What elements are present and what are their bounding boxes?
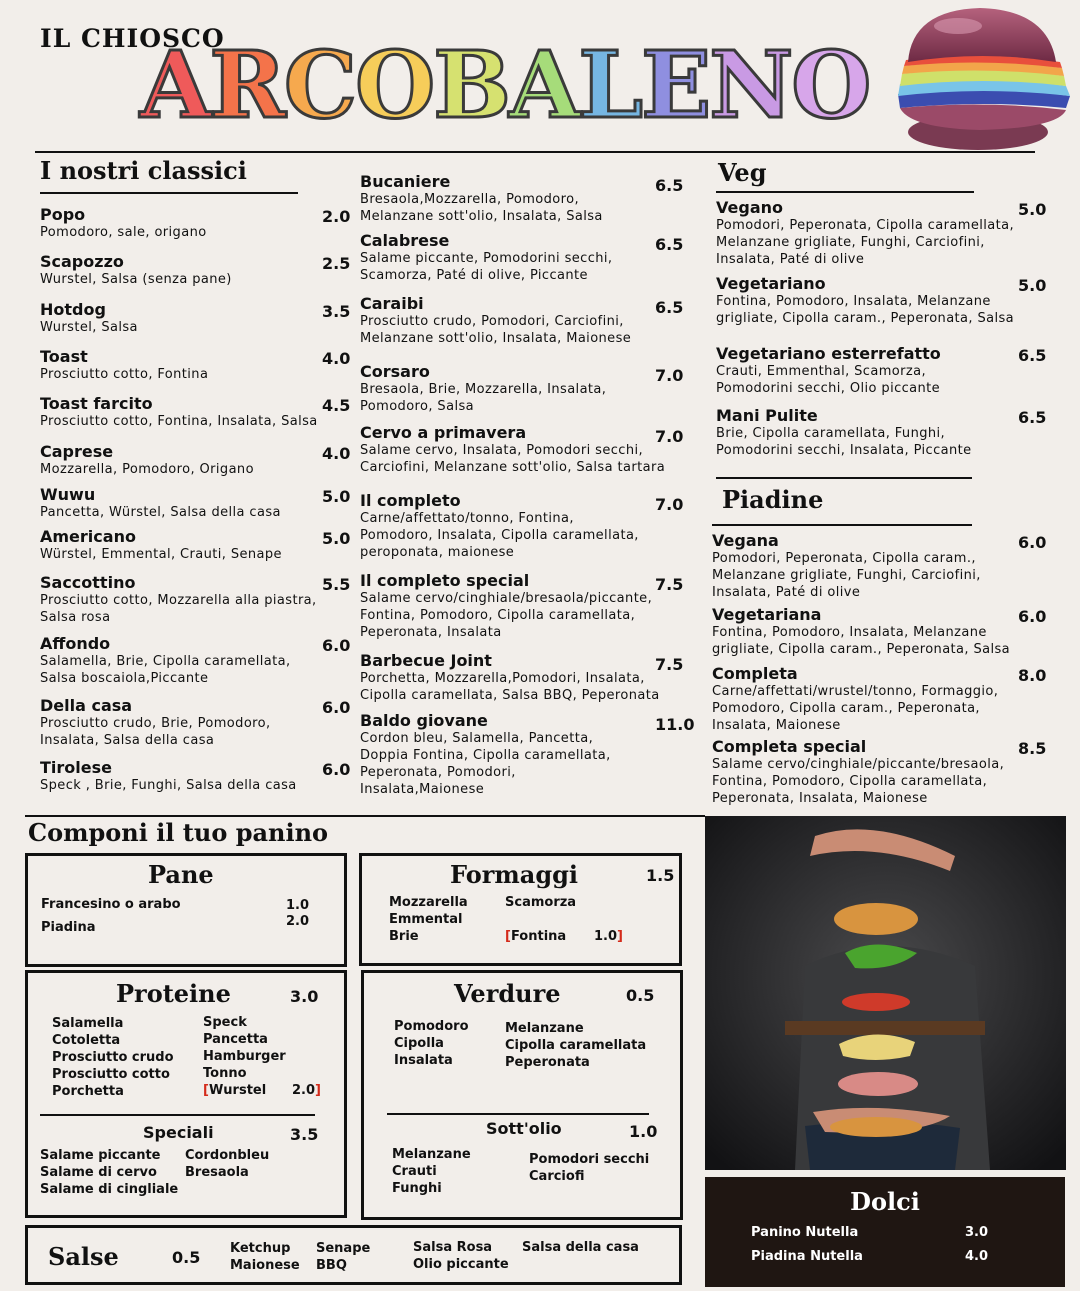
title-letter: E (641, 31, 710, 139)
salse-title: Salse (48, 1242, 119, 1271)
title-letter: A (509, 31, 579, 139)
menu-item-price: 2.5 (322, 254, 351, 273)
formaggi-extra: [Fontina (505, 929, 567, 944)
menu-item (712, 664, 1047, 734)
menu-item (40, 442, 340, 478)
menu-item-description: Salamella, Brie, Cipolla caramellata, Salsa boscaiola,Piccante (40, 654, 291, 686)
menu-item-name: Della casa (40, 696, 133, 715)
menu-item-name: Vegetariano (716, 274, 826, 293)
menu-item-name: Toast farcito (40, 394, 153, 413)
veg-rule (716, 191, 974, 193)
proteine-extra: [Wurstel (203, 1083, 267, 1098)
menu-item-name: Calabrese (360, 231, 450, 250)
menu-item-price: 4.0 (322, 444, 351, 463)
speciali-title: Speciali (143, 1123, 214, 1142)
page-title (140, 31, 870, 139)
menu-item-description: Crauti, Emmenthal, Scamorza, Pomodorini secchi, Olio piccante (716, 364, 941, 396)
classici-rule (40, 192, 298, 194)
verdure-box (361, 970, 683, 1220)
menu-item-name: Completa special (712, 737, 867, 756)
menu-item (40, 634, 340, 687)
menu-item-name: Affondo (40, 634, 111, 653)
menu-item-price: 2.0 (322, 207, 351, 226)
menu-item-price: 6.5 (1018, 408, 1047, 427)
salse-list-1: Ketchup Maionese (230, 1241, 300, 1273)
menu-item-price: 6.5 (655, 176, 684, 195)
menu-item-name: Vegetariano esterrefatto (716, 344, 941, 363)
menu-item-name: Tirolese (40, 758, 112, 777)
menu-item-name: Barbecue Joint (360, 651, 492, 670)
formaggi-list-2: Scamorza (505, 895, 577, 910)
title-letter: L (578, 31, 642, 139)
classici-heading: I nostri classici (40, 156, 247, 185)
menu-item-description: Salame piccante, Pomodorini secchi, Scamorza, Paté di olive, Piccante (360, 251, 613, 283)
menu-item-name: Mani Pulite (716, 406, 818, 425)
title-letter: C (283, 31, 356, 139)
menu-item-name: Corsaro (360, 362, 430, 381)
menu-item (360, 491, 695, 561)
formaggi-list: Mozzarella Emmental Brie (389, 895, 468, 944)
menu-item (360, 423, 695, 476)
menu-item (712, 737, 1047, 807)
formaggi-title: Formaggi (450, 860, 579, 889)
menu-item (360, 231, 695, 284)
dolci-item: Panino Nutella (751, 1225, 859, 1240)
menu-item (712, 605, 1047, 658)
menu-item-price: 5.0 (322, 487, 351, 506)
menu-item-description: Salame cervo/cinghiale/bresaola/piccante, Fontina, Pomodoro, Cipolla caramellata, Peperonata, Insalata (360, 591, 653, 640)
menu-item-description: Porchetta, Mozzarella,Pomodori, Insalata, Cipolla caramellata, Salsa BBQ, Peperonata (360, 671, 660, 703)
menu-item-price: 6.0 (322, 636, 351, 655)
menu-item-description: Wurstel, Salsa (40, 320, 138, 335)
menu-item (360, 294, 695, 347)
menu-item-price: 5.0 (1018, 200, 1047, 219)
menu-item-name: Hotdog (40, 300, 106, 319)
menu-item-name: Popo (40, 205, 86, 224)
menu-item-description: Pomodori, Peperonata, Cipolla caram., Melanzane grigliate, Funghi, Carciofini, Insalata, Paté di olive (712, 551, 981, 600)
menu-item (716, 406, 1051, 459)
header-divider (35, 151, 1035, 153)
menu-item (40, 347, 340, 383)
formaggi-price: 1.5 (646, 866, 675, 885)
dolci-title: Dolci (850, 1187, 920, 1216)
speciali-list: Salame piccante Salame di cervo Salame di cingliale (40, 1148, 179, 1197)
menu-item-description: Pomodori, Peperonata, Cipolla caramellata, Melanzane grigliate, Funghi, Carciofini, Insalata, Paté di olive (716, 218, 1015, 267)
menu-item-name: Toast (40, 347, 88, 366)
menu-item-name: Il completo (360, 491, 461, 510)
menu-item-description: Mozzarella, Pomodoro, Origano (40, 462, 254, 477)
verdure-title: Verdure (454, 979, 561, 1008)
menu-item-description: Prosciutto crudo, Pomodori, Carciofini, Melanzane sott'olio, Insalata, Maionese (360, 314, 632, 346)
sottolio-list-2: Pomodori secchi Carciofi (529, 1152, 650, 1184)
menu-item-description: Carne/affettato/tonno, Fontina, Pomodoro, Insalata, Cipolla caramellata, peroponata, maionese (360, 511, 639, 560)
proteine-title: Proteine (116, 979, 231, 1008)
componi-heading: Componi il tuo panino (28, 818, 329, 847)
menu-item-name: Saccottino (40, 573, 136, 592)
title-letter: R (209, 31, 284, 139)
menu-item-price: 7.5 (655, 575, 684, 594)
sottolio-price: 1.0 (629, 1122, 658, 1141)
brand-name: IL CHIOSCO (40, 24, 225, 53)
menu-item (40, 300, 340, 336)
menu-item-name: Il completo special (360, 571, 530, 590)
menu-item-price: 4.0 (322, 349, 351, 368)
salse-list-4: Salsa della casa (522, 1240, 639, 1255)
menu-item-description: Prosciutto cotto, Mozzarella alla piastra, Salsa rosa (40, 593, 317, 625)
menu-item (40, 527, 340, 563)
menu-item (40, 252, 340, 288)
menu-item-description: Pomodoro, sale, origano (40, 225, 207, 240)
menu-item-description: Salame cervo/cinghiale/piccante/bresaola, Fontina, Pomodoro, Cipolla caramellata, Peperonata, Insalata, Maionese (712, 757, 1005, 806)
dolci-price: 3.0 (965, 1225, 989, 1240)
menu-item (360, 172, 695, 225)
salse-list-2: Senape BBQ (316, 1241, 371, 1273)
salse-price: 0.5 (172, 1248, 201, 1267)
menu-item-description: Prosciutto cotto, Fontina, Insalata, Salsa (40, 414, 318, 429)
menu-item-name: Completa (712, 664, 798, 683)
pane-title: Pane (148, 860, 214, 889)
title-letter: O (355, 31, 434, 139)
sottolio-rule (387, 1113, 649, 1115)
pane-price: 2.0 (286, 914, 310, 929)
formaggi-box (359, 853, 682, 966)
menu-item-description: Pancetta, Würstel, Salsa della casa (40, 505, 281, 520)
menu-item-description: Wurstel, Salsa (senza pane) (40, 272, 232, 287)
menu-item-price: 5.0 (1018, 276, 1047, 295)
menu-item-price: 6.0 (322, 698, 351, 717)
dolci-price: 4.0 (965, 1249, 989, 1264)
pane-price: 1.0 (286, 898, 310, 913)
menu-item-description: Prosciutto cotto, Fontina (40, 367, 209, 382)
menu-item (716, 274, 1051, 327)
title-letter: O (791, 31, 870, 139)
menu-item-name: Americano (40, 527, 136, 546)
title-letter: N (709, 31, 792, 139)
menu-item (360, 571, 695, 641)
menu-item-price: 4.5 (322, 396, 351, 415)
menu-item (40, 573, 340, 626)
menu-item-name: Baldo giovane (360, 711, 488, 730)
menu-item-description: Prosciutto crudo, Brie, Pomodoro, Insalata, Salsa della casa (40, 716, 271, 748)
menu-item (40, 696, 340, 749)
proteine-box (25, 970, 347, 1218)
menu-item-price: 6.0 (1018, 607, 1047, 626)
menu-item-name: Wuwu (40, 485, 96, 504)
menu-item-description: Bresaola,Mozzarella, Pomodoro, Melanzane sott'olio, Insalata, Salsa (360, 192, 603, 224)
menu-item-price: 6.5 (655, 298, 684, 317)
dolci-item: Piadina Nutella (751, 1249, 863, 1264)
title-letter: A (140, 31, 210, 139)
menu-item-price: 7.0 (655, 427, 684, 446)
menu-item (40, 485, 340, 521)
menu-item-description: Bresaola, Brie, Mozzarella, Insalata, Pomodoro, Salsa (360, 382, 607, 414)
pane-item: Francesino o arabo (41, 897, 181, 912)
menu-item-price: 8.5 (1018, 739, 1047, 758)
speciali-rule (40, 1114, 315, 1116)
menu-item-price: 11.0 (655, 715, 695, 734)
menu-item-description: Brie, Cipolla caramellata, Funghi, Pomodorini secchi, Insalata, Piccante (716, 426, 972, 458)
menu-item (716, 344, 1051, 397)
salse-list-3: Salsa Rosa Olio piccante (413, 1240, 509, 1272)
menu-item-price: 3.5 (322, 302, 351, 321)
verdure-list: Pomodoro Cipolla Insalata (394, 1019, 469, 1068)
menu-item (716, 198, 1051, 268)
rainbow-burger-logo (888, 4, 1080, 156)
menu-item-price: 7.0 (655, 366, 684, 385)
menu-item-price: 6.5 (655, 235, 684, 254)
verdure-list-2: Melanzane Cipolla caramellata Peperonata (505, 1021, 647, 1070)
menu-item-name: Bucaniere (360, 172, 451, 191)
speciali-list-2: Cordonbleu Bresaola (185, 1148, 270, 1180)
menu-item (360, 651, 695, 704)
menu-item (712, 531, 1047, 601)
menu-item-price: 7.5 (655, 655, 684, 674)
menu-item-description: Salame cervo, Insalata, Pomodori secchi, Carciofini, Melanzane sott'olio, Salsa tartara (360, 443, 666, 475)
menu-item (360, 711, 695, 798)
proteine-extra-price: 2.0] (292, 1083, 321, 1098)
menu-item-name: Vegano (716, 198, 783, 217)
menu-item-price: 5.0 (322, 529, 351, 548)
menu-item-name: Caraibi (360, 294, 424, 313)
menu-item-name: Vegetariana (712, 605, 822, 624)
formaggi-extra-price: 1.0] (594, 929, 623, 944)
piadine-rule-top (716, 477, 972, 479)
dolci-panel (705, 1177, 1065, 1287)
menu-item-price: 6.0 (322, 760, 351, 779)
verdure-price: 0.5 (626, 986, 655, 1005)
piadine-rule (712, 524, 972, 526)
menu-item-price: 8.0 (1018, 666, 1047, 685)
veg-heading: Veg (718, 158, 767, 187)
menu-item-description: Würstel, Emmental, Crauti, Senape (40, 547, 282, 562)
pane-item: Piadina (41, 920, 96, 935)
menu-item-description: Speck , Brie, Funghi, Salsa della casa (40, 778, 297, 793)
menu-item-name: Caprese (40, 442, 114, 461)
menu-item (40, 394, 340, 430)
pane-box (25, 853, 347, 967)
menu-item (40, 758, 340, 794)
sottolio-list: Melanzane Crauti Funghi (392, 1147, 471, 1196)
menu-item (40, 205, 340, 241)
burger-photo (705, 816, 1066, 1170)
menu-item-name: Vegana (712, 531, 779, 550)
menu-item-price: 5.5 (322, 575, 351, 594)
proteine-price: 3.0 (290, 987, 319, 1006)
menu-item-price: 7.0 (655, 495, 684, 514)
componi-rule (25, 815, 705, 817)
menu-item-price: 6.5 (1018, 346, 1047, 365)
menu-item-name: Cervo a primavera (360, 423, 527, 442)
menu-item-name: Scapozzo (40, 252, 124, 271)
menu-item (360, 362, 695, 415)
menu-item-description: Carne/affettati/wrustel/tonno, Formaggio, Pomodoro, Cipolla caram., Peperonata, Insalata, Maionese (712, 684, 999, 733)
speciali-price: 3.5 (290, 1125, 319, 1144)
title-letter: B (433, 31, 509, 139)
proteine-list-2: Speck Pancetta Hamburger Tonno (203, 1015, 286, 1081)
proteine-list: Salamella Cotoletta Prosciutto crudo Prosciutto cotto Porchetta (52, 1016, 174, 1099)
sottolio-title: Sott'olio (486, 1119, 562, 1138)
salse-box (25, 1225, 682, 1285)
piadine-heading: Piadine (722, 485, 824, 514)
menu-item-price: 6.0 (1018, 533, 1047, 552)
menu-item-description: Fontina, Pomodoro, Insalata, Melanzane grigliate, Cipolla caram., Peperonata, Salsa (716, 294, 1015, 326)
menu-item-description: Cordon bleu, Salamella, Pancetta, Doppia Fontina, Cipolla caramellata, Peperonata, Pomodori, Insalata,Maionese (360, 731, 611, 797)
menu-item-description: Fontina, Pomodoro, Insalata, Melanzane grigliate, Cipolla caram., Peperonata, Salsa (712, 625, 1011, 657)
